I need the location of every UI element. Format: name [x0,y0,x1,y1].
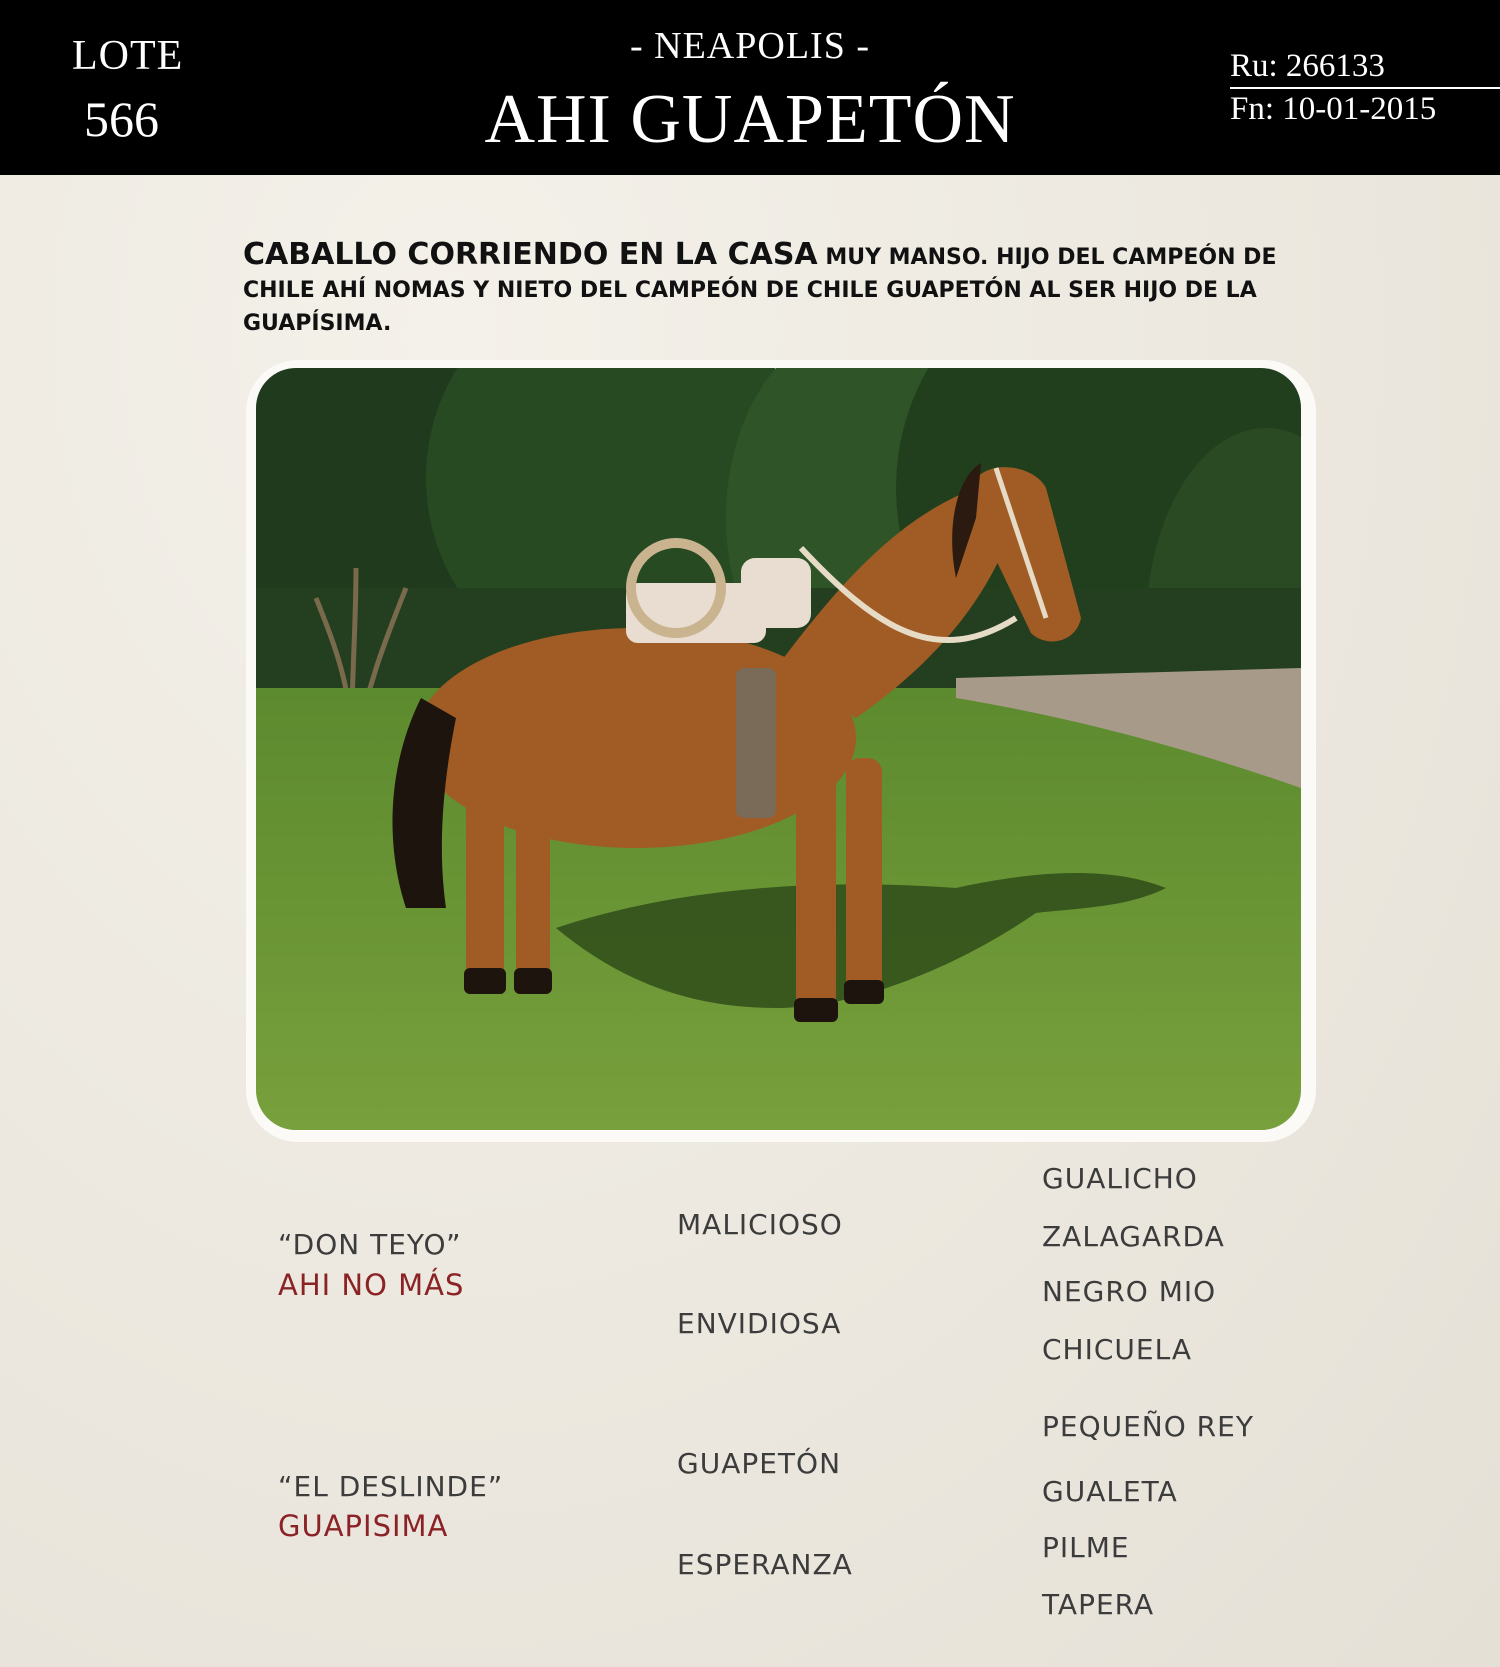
sire-name: AHI NO MÁS [278,1268,465,1302]
sire-dam: ENVIDIOSA [677,1307,842,1340]
sire-sire: MALICIOSO [677,1208,843,1241]
description-lead: CABALLO CORRIENDO EN LA CASA [243,237,818,272]
horse-description [243,238,1343,340]
dam-breeder: “EL DESLINDE” [278,1470,504,1503]
dam-dam: ESPERANZA [677,1548,853,1581]
sire-sire-sire: GUALICHO [1042,1162,1198,1195]
registration-block [1230,48,1500,128]
horse-name: AHI GUAPETÓN [484,81,1016,158]
sire-breeder: “DON TEYO” [278,1228,462,1261]
breeder-name: - NEAPOLIS - [630,25,870,67]
horse-illustration [256,368,1301,1130]
birth-date: Fn: 10-01-2015 [1230,91,1437,127]
sire-dam-sire: NEGRO MIO [1042,1275,1217,1308]
dam-name: GUAPISIMA [278,1509,449,1543]
dam-dam-sire: PILME [1042,1531,1130,1564]
dam-sire-dam: GUALETA [1042,1475,1178,1508]
dam-dam-dam: TAPERA [1042,1588,1155,1621]
header-bar [0,0,1500,175]
lot-number: 566 [84,91,159,147]
description-body: MUY MANSO. HIJO DEL CAMPEÓN DE CHILE AHÍ NOMAS Y NIETO DEL CAMPEÓN DE CHILE GUAPETÓN AL SER HIJO DE LA GUAPÍSIMA. [243,245,1277,336]
sire-sire-dam: ZALAGARDA [1042,1220,1225,1253]
lot-label: LOTE [72,33,184,79]
registration-number: Ru: 266133 [1230,48,1500,89]
sire-dam-dam: CHICUELA [1042,1333,1192,1366]
dam-sire-sire: PEQUEÑO REY [1042,1410,1254,1443]
dam-sire: GUAPETÓN [677,1447,842,1480]
horse-photo [256,368,1301,1130]
